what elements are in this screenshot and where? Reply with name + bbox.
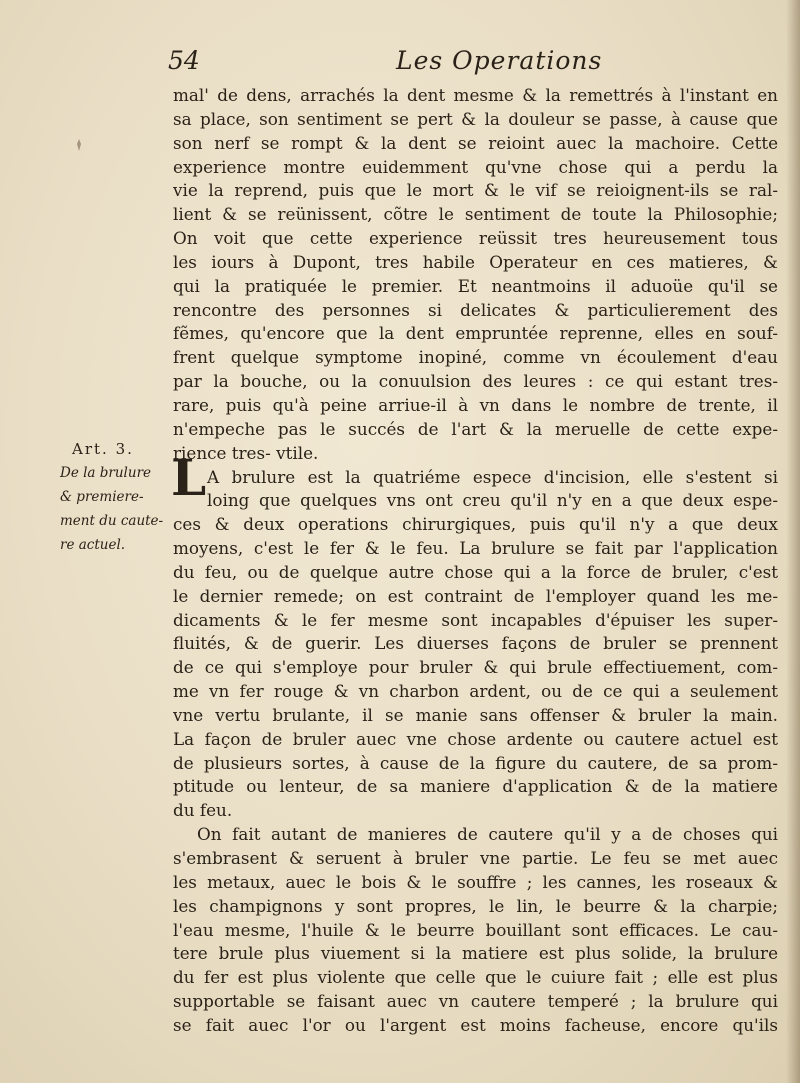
margin-note-line: ment du caute-	[60, 512, 164, 529]
text-line: fluités, & de guerir. Les diuerses façons de bruler se prennent	[173, 633, 778, 654]
margin-note-line: De la brulure	[60, 465, 152, 481]
text-line: les iours à Dupont, tres habile Operateur en ces matieres, &	[173, 251, 778, 272]
text-line: sa place, son sentiment se pert & la douleur se passe, à cause que	[173, 108, 778, 129]
text-line: lient & se reünissent, cõtre le sentiment de toute la Philosophie;	[173, 204, 778, 225]
text-line: de ce qui s'employe pour bruler & qui brule effectiuement, com-	[173, 657, 778, 678]
text-line: rience tres- vtile.	[173, 442, 319, 463]
text-line: se fait auec l'or ou l'argent est moins facheuse, encore qu'ils	[173, 1014, 778, 1035]
text-line: dicaments & le fer mesme sont incapables d'épuiser les super-	[173, 609, 778, 630]
text-line: A brulure est la quatriéme espece d'incision, elle s'estent si	[207, 466, 778, 487]
text-line: mal' de dens, arrachés la dent mesme & la remettrés à l'instant en	[173, 85, 778, 105]
text-line: le dernier remede; on est contraint de l'employer quand les me-	[173, 585, 778, 606]
drop-cap: L	[171, 448, 207, 507]
running-head: Les Operations	[396, 46, 603, 75]
text-line: On fait autant de manieres de cautere qu'il y a de choses qui	[197, 824, 778, 845]
text-line: me vn fer rouge & vn charbon ardent, ou de ce qui a seulement	[173, 681, 778, 702]
text-line: frent quelque symptome inopiné, comme vn écoulement d'eau	[173, 347, 778, 368]
text-line: moyens, c'est le fer & le feu. La brulure se fait par l'application	[173, 538, 778, 559]
text-line: ptitude ou lenteur, de sa maniere d'application & de la matiere	[173, 776, 778, 797]
article-label: Art. 3.	[72, 440, 134, 458]
body-text	[173, 84, 778, 1038]
page-number: 54	[168, 46, 200, 75]
text-line: les champignons y sont propres, le lin, le beurre & la charpie;	[173, 895, 778, 916]
text-line: rencontre des personnes si delicates & particulierement des	[173, 299, 778, 320]
text-line: On voit que cette experience reüssit tres heureusement tous	[173, 228, 778, 249]
text-line: du feu.	[173, 800, 233, 821]
text-line: supportable se faisant auec vn cautere temperé ; la brulure qui	[173, 991, 778, 1012]
text-line: loing que quelques vns ont creu qu'il n'y en a que deux espe-	[207, 490, 778, 511]
text-line: rare, puis qu'à peine arriue-il à vn dans le nombre de trente, il	[173, 394, 778, 415]
text-line: qui la pratiquée le premier. Et neantmoins il aduoüe qu'il se	[173, 275, 778, 296]
text-line: experience montre euidemment qu'vne chose qui a perdu la	[173, 156, 778, 177]
margin-note	[60, 462, 172, 557]
text-line: fẽmes, qu'encore que la dent empruntée reprenne, elles en souf-	[173, 323, 778, 344]
text-line: vie la reprend, puis que le mort & le vif se reioignent-ils se ral-	[173, 180, 778, 201]
text-line: vne vertu brulante, il se manie sans offenser & bruler la main.	[173, 704, 778, 725]
page-edge-shadow	[786, 0, 800, 1083]
text-line: ces & deux operations chirurgiques, puis qu'il n'y a que deux	[173, 514, 778, 535]
text-line: les metaux, auec le bois & le souffre ; les cannes, les roseaux &	[173, 871, 778, 892]
text-line: son nerf se rompt & la dent se reioint auec la machoire. Cette	[173, 132, 778, 153]
text-line: n'empeche pas le succés de l'art & la meruelle de cette expe-	[173, 418, 778, 439]
text-line: du feu, ou de quelque autre chose qui a la force de bruler, c'est	[173, 561, 778, 582]
text-line: La façon de bruler auec vne chose ardente ou cautere actuel est	[173, 728, 778, 749]
text-line: du fer est plus violente que celle que le cuiure fait ; elle est plus	[173, 967, 778, 988]
text-line: l'eau mesme, l'huile & le beurre bouillant sont efficaces. Le cau-	[173, 919, 778, 940]
text-line: par la bouche, ou la conuulsion des leures : ce qui estant tres-	[173, 371, 778, 392]
text-line: de plusieurs sortes, à cause de la figure du cautere, de sa prom-	[173, 752, 778, 773]
text-line: tere brule plus viuement si la matiere est plus solide, la brulure	[173, 943, 778, 964]
margin-note-line: & premiere-	[60, 488, 144, 505]
ink-blot-icon	[74, 138, 84, 152]
text-line: s'embrasent & seruent à bruler vne partie. Le feu se met auec	[173, 848, 778, 868]
margin-note-line: re actuel.	[60, 536, 126, 553]
